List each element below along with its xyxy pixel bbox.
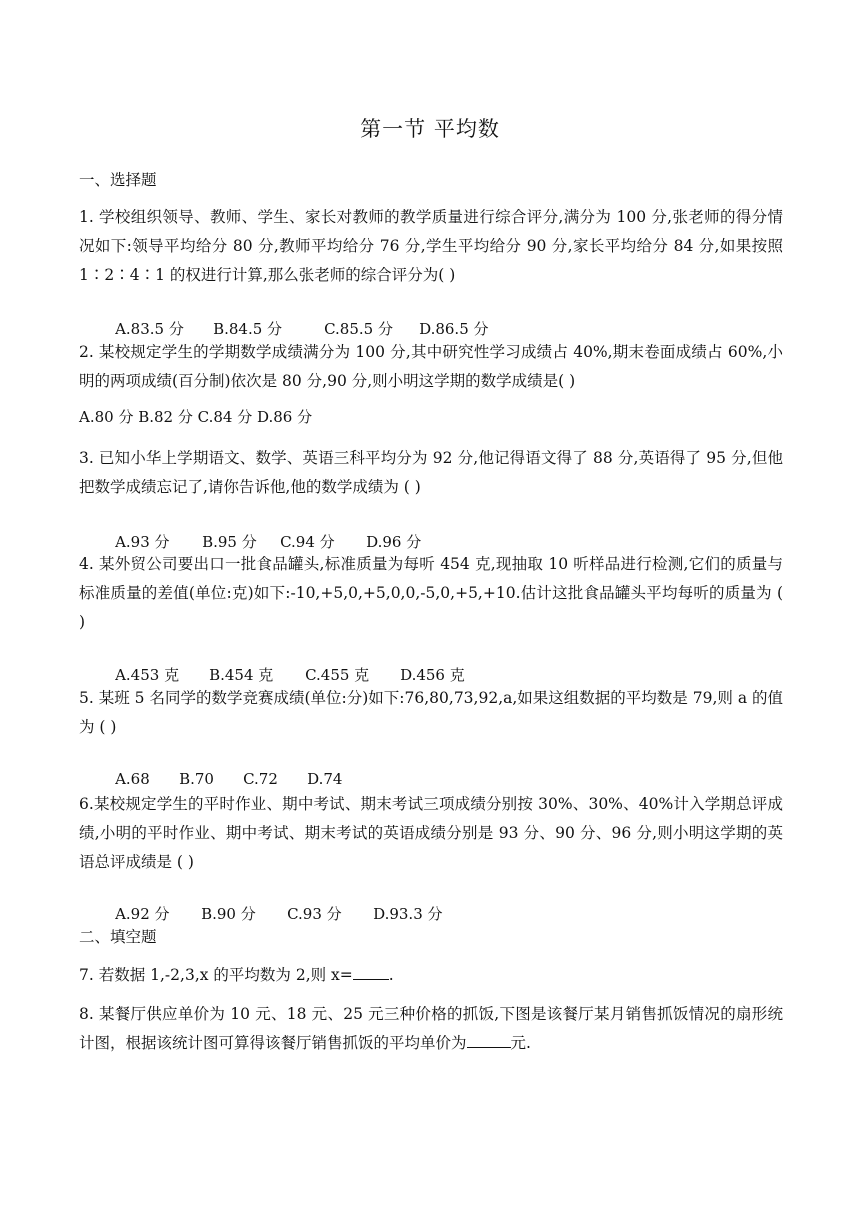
- answer-blank[interactable]: [353, 963, 389, 980]
- question-7: [79, 961, 783, 990]
- option-a: A.92 分: [115, 905, 170, 923]
- option-d: D.86.5 分: [419, 320, 489, 338]
- option-d: D.96 分: [366, 533, 422, 551]
- section-heading-fill: 二、填空题: [79, 928, 157, 946]
- option-c: C.93 分: [287, 905, 342, 923]
- question-8: [79, 1000, 783, 1058]
- question-2: 2. 某校规定学生的学期数学成绩满分为 100 分,其中研究性学习成绩占 40%,期末卷面成绩占 60%,小明的两项成绩(百分制)依次是 80 分,90 分,则小明这学期的数学成绩是( ): [79, 343, 783, 390]
- question-2-options: A.80 分 B.82 分 C.84 分 D.86 分: [79, 408, 313, 426]
- option-c: C.72: [243, 770, 278, 788]
- option-d: D.456 克: [400, 666, 465, 684]
- option-c: C.94 分: [280, 533, 335, 551]
- question-3: 3. 已知小华上学期语文、数学、英语三科平均分为 92 分,他记得语文得了 88 分,英语得了 95 分,但他把数学成绩忘记了,请你告诉他,他的数学成绩为 ( ): [79, 449, 783, 496]
- option-b: B.90 分: [201, 905, 256, 923]
- question-8-end: 元.: [510, 1034, 531, 1052]
- option-b: B.70: [179, 770, 214, 788]
- question-6: 6.某校规定学生的平时作业、期中考试、期末考试三项成绩分别按 30%、30%、40%计入学期总评成绩,小明的平时作业、期中考试、期末考试的英语成绩分别是 93 分、90 分、96 分,则小明这学期的英语总评成绩是 ( ): [79, 795, 783, 871]
- option-c: C.455 克: [305, 666, 370, 684]
- option-c: C.85.5 分: [324, 320, 393, 338]
- option-b: B.454 克: [209, 666, 274, 684]
- option-a: A.93 分: [115, 533, 170, 551]
- answer-blank[interactable]: [467, 1031, 511, 1048]
- question-4: 4. 某外贸公司要出口一批食品罐头,标准质量为每听 454 克,现抽取 10 听样品进行检测,它们的质量与标准质量的差值(单位:克)如下:-10,+5,0,+5,0,0,-5,0,+5,+10.估计这批食品罐头平均每听的质量为 ( ): [79, 555, 783, 631]
- question-7-text: 7. 若数据 1,-2,3,x 的平均数为 2,则 x=: [79, 966, 353, 984]
- question-5: 5. 某班 5 名同学的数学竞赛成绩(单位:分)如下:76,80,73,92,a,如果这组数据的平均数是 79,则 a 的值为 ( ): [79, 689, 783, 736]
- option-a: A.453 克: [115, 666, 180, 684]
- option-b: B.84.5 分: [213, 320, 283, 338]
- section-heading-choice: 一、选择题: [79, 171, 157, 189]
- option-d: D.74: [307, 770, 343, 788]
- question-1: 1. 学校组织领导、教师、学生、家长对教师的教学质量进行综合评分,满分为 100 分,张老师的得分情况如下:领导平均给分 80 分,教师平均给分 76 分,学生平均给分 90 分,家长平均给分 84 分,如果按照 1∶2∶4∶1 的权进行计算,那么张老师的综合评分为( ): [79, 208, 783, 284]
- page-title: 第一节 平均数: [360, 117, 500, 141]
- option-d: D.93.3 分: [373, 905, 443, 923]
- question-7-end: .: [388, 966, 394, 984]
- question-8-text: 8. 某餐厅供应单价为 10 元、18 元、25 元三种价格的抓饭,下图是该餐厅某月销售抓饭情况的扇形统计图，根据该统计图可算得该餐厅销售抓饭的平均单价为: [79, 1005, 783, 1052]
- option-a: A.83.5 分: [115, 320, 184, 338]
- option-a: A.68: [115, 770, 150, 788]
- option-b: B.95 分: [202, 533, 257, 551]
